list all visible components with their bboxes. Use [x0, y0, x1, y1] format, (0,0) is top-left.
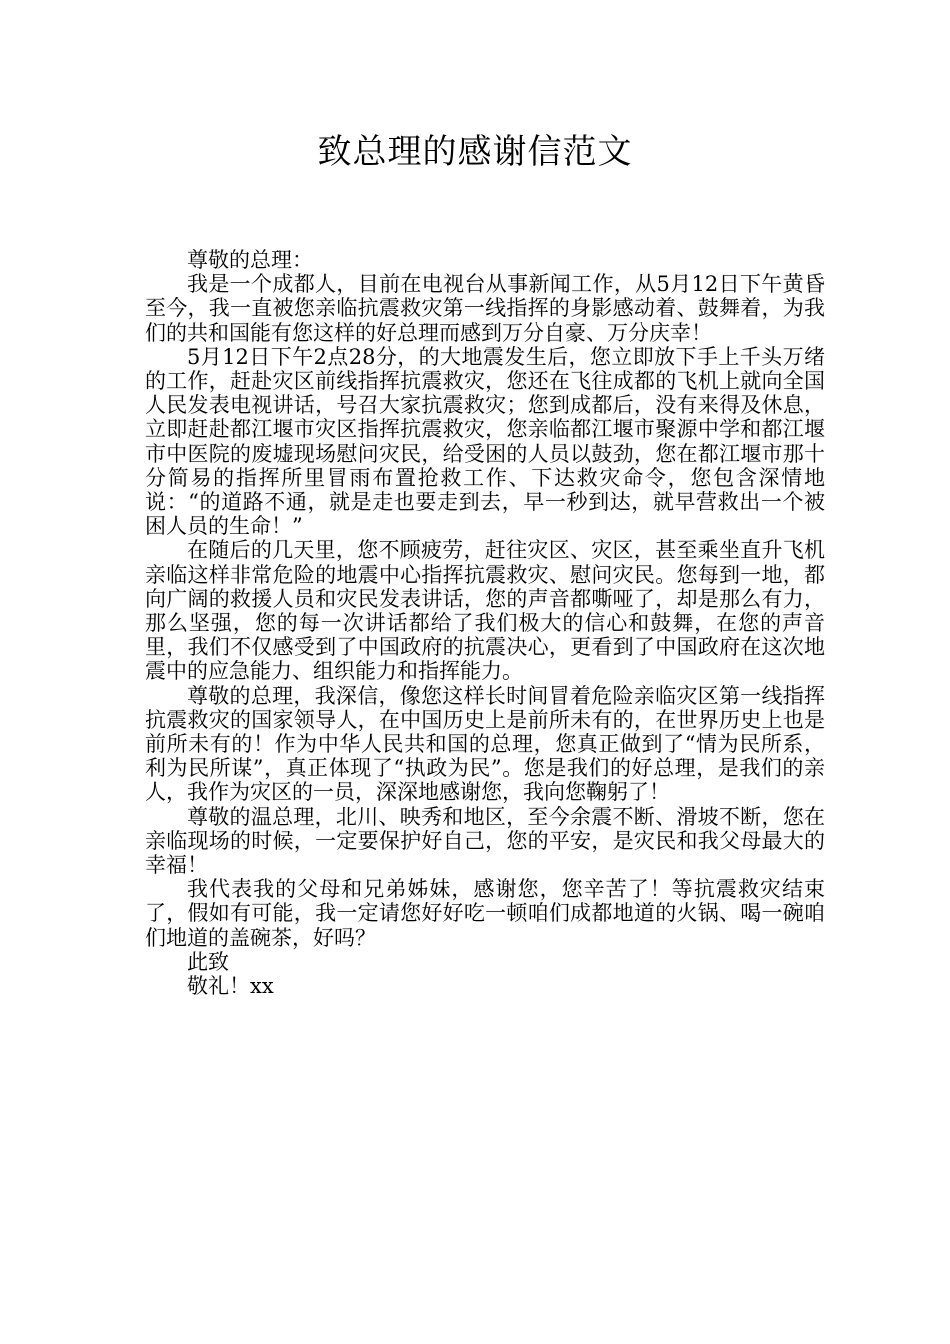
paragraph: 我代表我的父母和兄弟姊妹，感谢您，您辛苦了！等抗震救灾结束了，假如有可能，我一定请您好好吃一顿咱们成都地道的火锅、喝一碗咱们地道的盖碗茶，好吗？: [145, 877, 825, 950]
paragraph: 尊敬的总理，我深信，像您这样长时间冒着危险亲临灾区第一线指挥抗震救灾的国家领导人，在中国历史上是前所未有的，在世界历史上也是前所未有的！作为中华人民共和国的总理，您真正做到了“情为民所系，利为民所谋”，真正体现了“执政为民”。您是我们的好总理，是我们的亲人，我作为灾区的一员，深深地感谢您，我向您鞠躬了！: [145, 683, 825, 805]
paragraph: 在随后的几天里，您不顾疲劳，赶往灾区、灾区，甚至乘坐直升飞机亲临这样非常危险的地震中心指挥抗震救灾、慰问灾民。您每到一地，都向广阔的救援人员和灾民发表讲话，您的声音都嘶哑了，却是那么有力，那么坚强，您的每一次讲话都给了我们极大的信心和鼓舞，在您的声音里，我们不仅感受到了中国政府的抗震决心，更看到了中国政府在这次地震中的应急能力、组织能力和指挥能力。: [145, 538, 825, 684]
paragraph: 5月12日下午2点28分，的大地震发生后，您立即放下手上千头万绪的工作，赶赴灾区前线指挥抗震救灾，您还在飞往成都的飞机上就向全国人民发表电视讲话，号召大家抗震救灾；您到成都后，没有来得及休息，立即赶赴都江堰市灾区指挥抗震救灾，您亲临都江堰市聚源中学和都江堰市中医院的废墟现场慰问灾民，给受困的人员以鼓劲，您在都江堰市那十分简易的指挥所里冒雨布置抢救工作、下达救灾命令，您包含深情地说：“的道路不通，就是走也要走到去，早一秒到达，就早营救出一个被困人员的生命！”: [145, 344, 825, 539]
paragraph: 我是一个成都人，目前在电视台从事新闻工作，从5月12日下午黄昏至今，我一直被您亲临抗震救灾第一线指挥的身影感动着、鼓舞着，为我们的共和国能有您这样的好总理而感到万分自豪、万分庆幸！: [145, 272, 825, 345]
paragraph: 尊敬的温总理，北川、映秀和地区，至今余震不断、滑坡不断，您在亲临现场的时候，一定要保护好自己，您的平安，是灾民和我父母最大的幸福！: [145, 804, 825, 878]
page-title: 致总理的感谢信范文: [317, 132, 633, 172]
closing-signature: 敬礼！xx: [187, 974, 274, 999]
closing-line: 此致: [187, 949, 229, 974]
salutation: 尊敬的总理：: [187, 248, 313, 272]
letter-body: [145, 248, 825, 998]
